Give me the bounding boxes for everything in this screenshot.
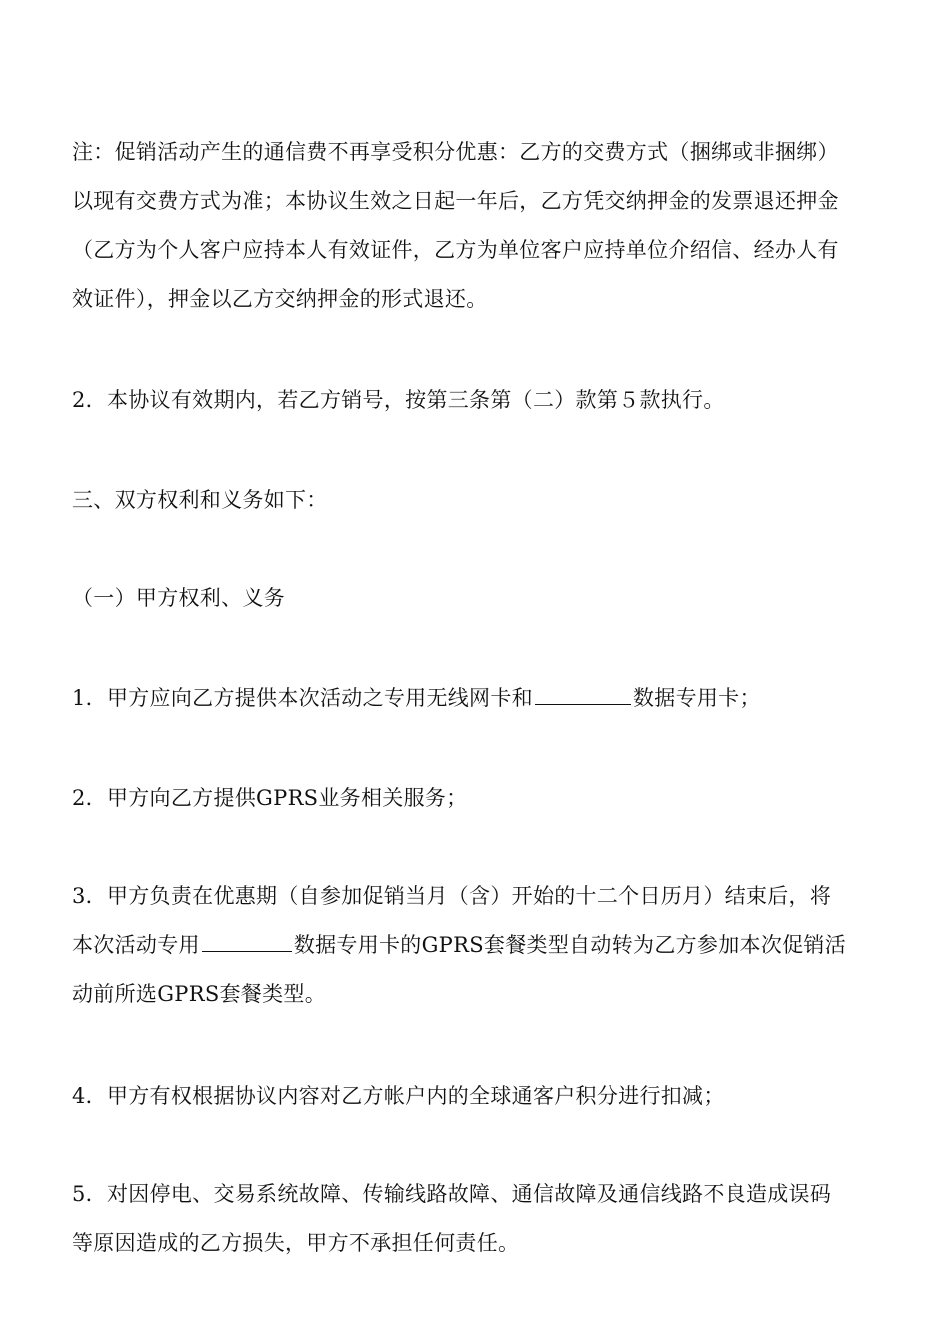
item-3-line-3: 动前所选GPRS套餐类型。 (72, 982, 327, 1006)
clause-2-text: 2．本协议有效期内，若乙方销号，按第三条第（二）款第５款执行。 (72, 388, 725, 412)
item-4 (72, 1072, 880, 1121)
item-5-line-2: 等原因造成的乙方损失，甲方不承担任何责任。 (72, 1231, 520, 1255)
section-3-heading (72, 476, 880, 525)
item-4-text: 4．甲方有权根据协议内容对乙方帐户内的全球通客户积分进行扣减； (72, 1084, 725, 1108)
item-5-line-1: 5．对因停电、交易系统故障、传输线路故障、通信故障及通信线路不良造成误码 (72, 1182, 832, 1206)
note-paragraph (72, 128, 880, 324)
note-line: 效证件），押金以乙方交纳押金的形式退还。 (72, 287, 488, 311)
item-3 (72, 872, 880, 1019)
note-line: （乙方为个人客户应持本人有效证件，乙方为单位客户应持单位介绍信、经办人有 (72, 238, 839, 262)
clause-2 (72, 376, 880, 425)
subsection-1-heading-text: （一）甲方权利、义务 (72, 586, 285, 610)
fill-in-blank (535, 686, 631, 705)
item-1-text-after: 数据专用卡； (632, 686, 761, 710)
subsection-1-heading (72, 574, 880, 623)
note-line: 以现有交费方式为准；本协议生效之日起一年后，乙方凭交纳押金的发票退还押金 (72, 189, 839, 213)
item-3-line-1: 3．甲方负责在优惠期（自参加促销当月（含）开始的十二个日历月）结束后，将 (72, 884, 832, 908)
item-3-text-after: 数据专用卡的GPRS套餐类型自动转为乙方参加本次促销活 (293, 933, 847, 957)
section-3-heading-text: 三、双方权利和义务如下： (72, 488, 328, 512)
item-1 (72, 674, 880, 723)
item-5 (72, 1170, 880, 1268)
item-3-line-2 (72, 921, 880, 970)
item-1-text-before: 1．甲方应向乙方提供本次活动之专用无线网卡和 (72, 686, 533, 710)
fill-in-blank (202, 933, 292, 952)
item-2-text: 2．甲方向乙方提供GPRS业务相关服务； (72, 786, 468, 810)
item-2 (72, 774, 880, 823)
note-line: 注：促销活动产生的通信费不再享受积分优惠：乙方的交费方式（捆绑或非捆绑） (72, 140, 839, 164)
item-1-line (72, 674, 880, 723)
item-3-text-before: 本次活动专用 (72, 933, 200, 957)
